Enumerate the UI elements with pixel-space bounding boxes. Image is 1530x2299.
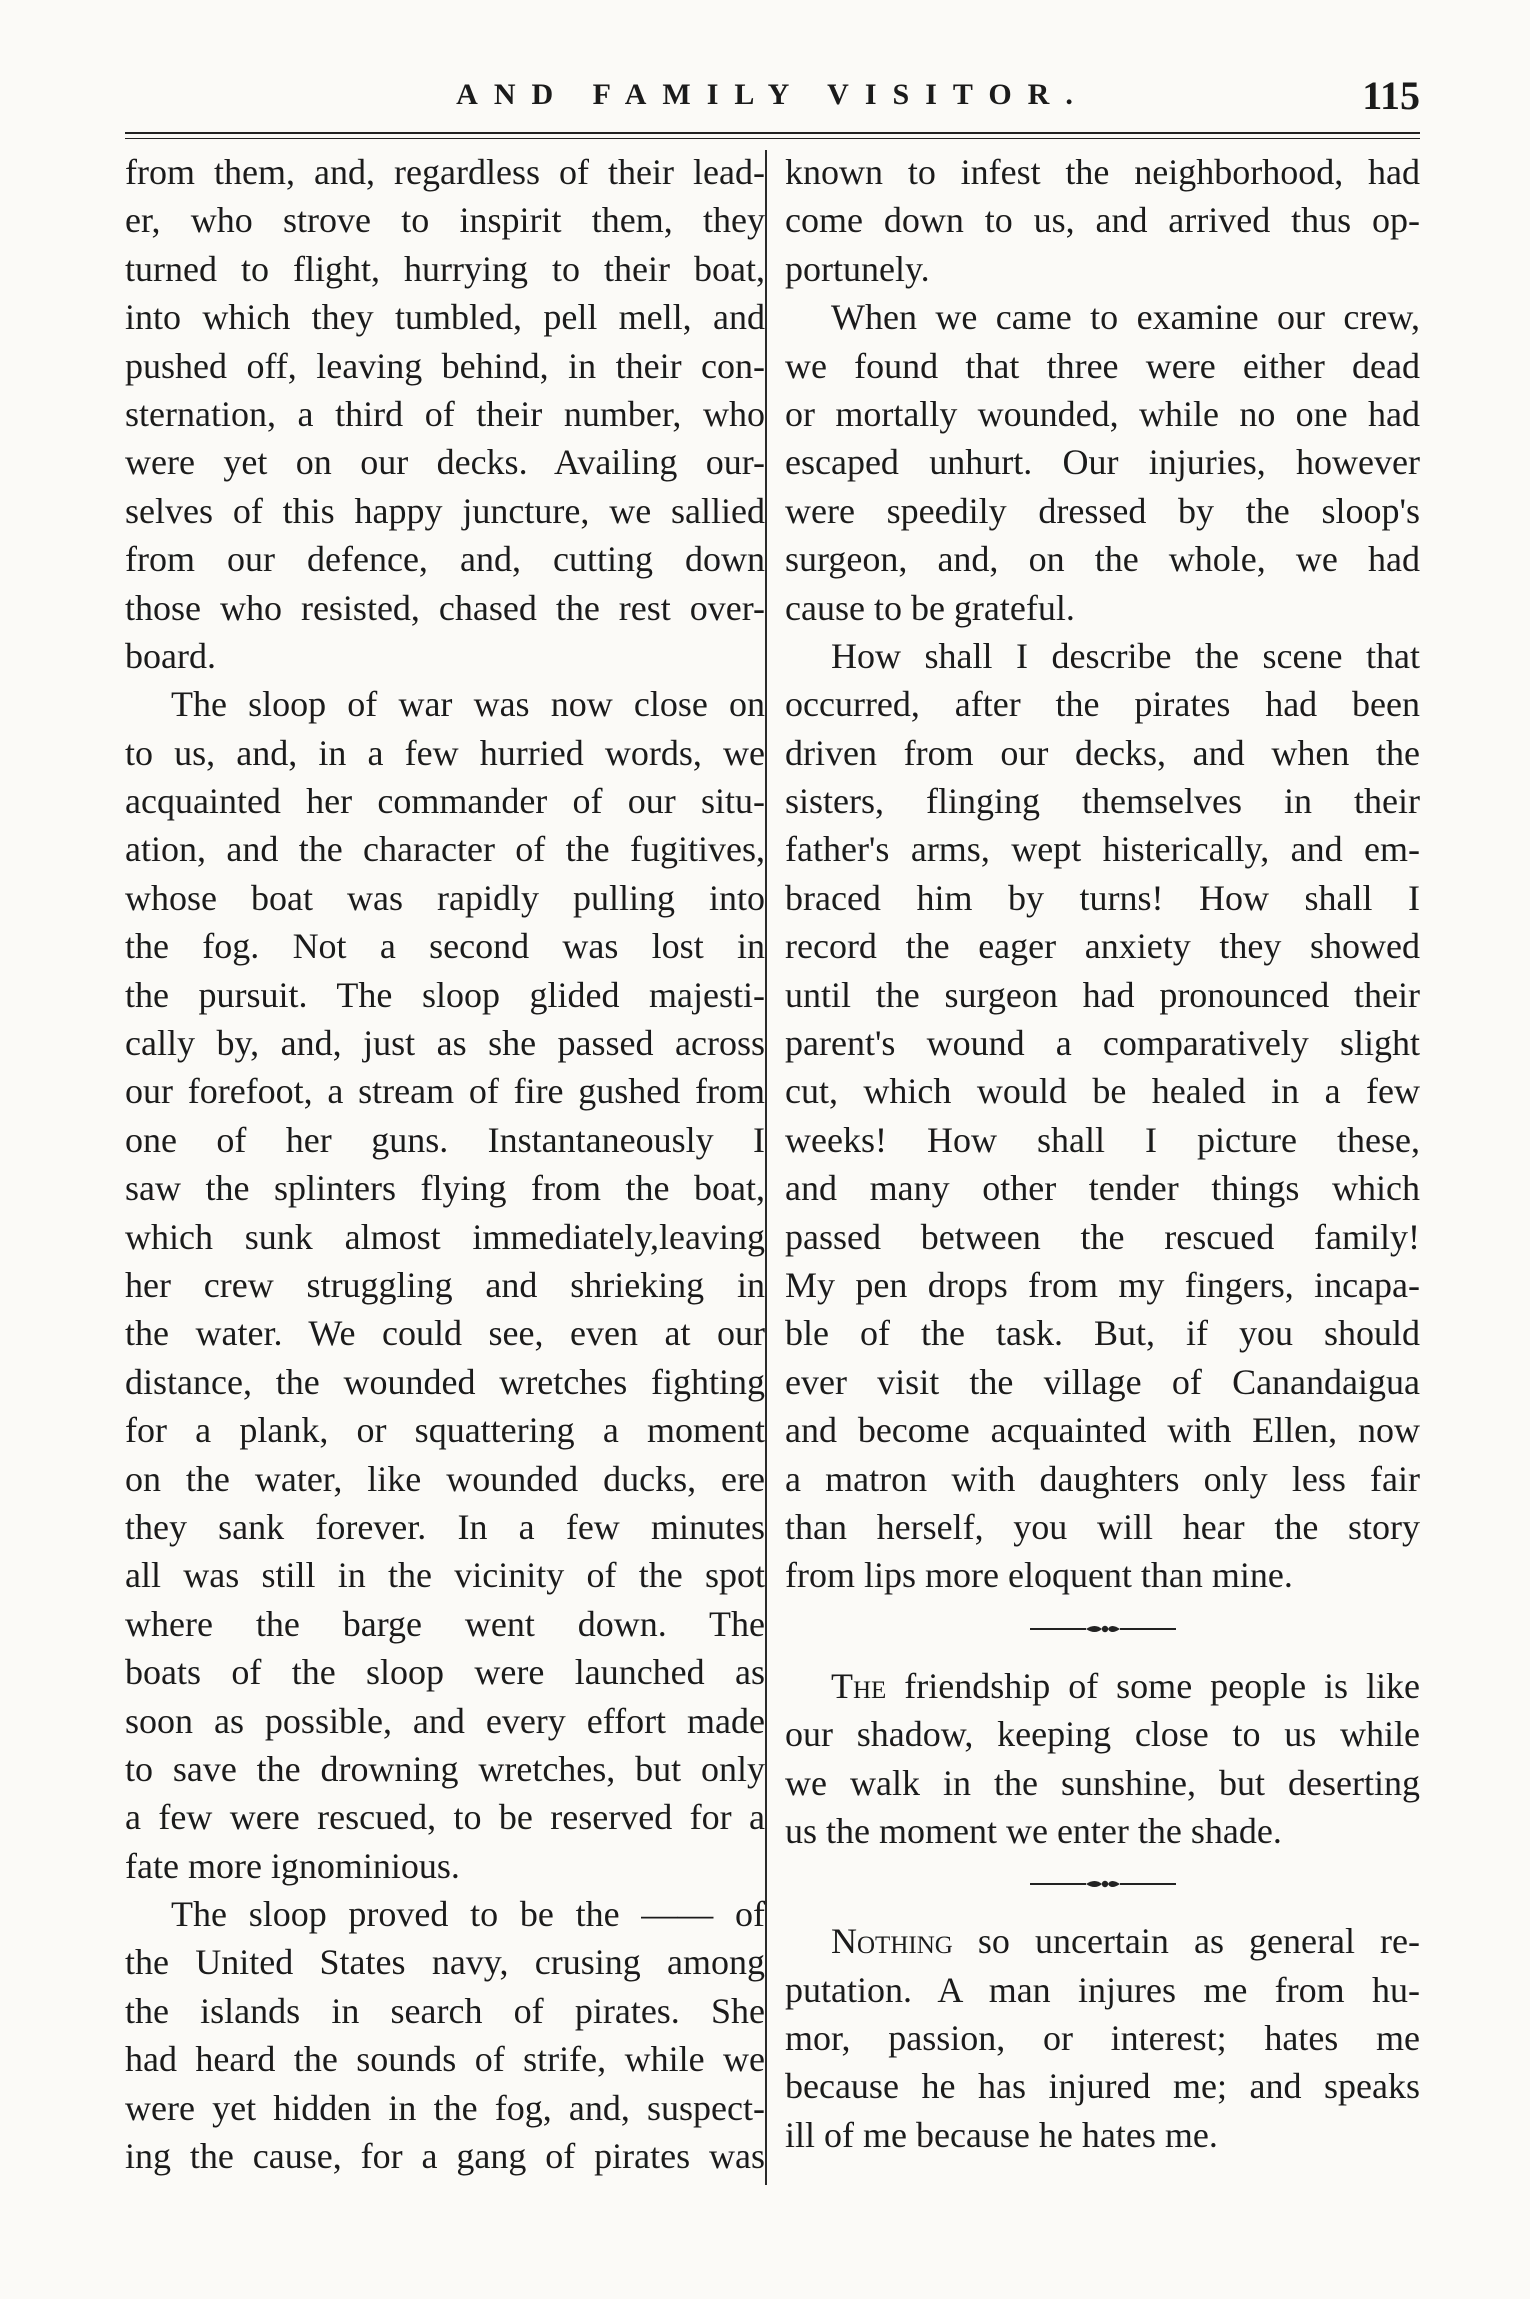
text-line: The friendship of some people is like xyxy=(831,1665,1420,1706)
text-line: than herself, you will hear the story xyxy=(785,1506,1420,1547)
text-line: until the surgeon had pronounced their xyxy=(785,974,1420,1015)
text-line: The sloop of war was now close on xyxy=(171,684,765,725)
text-line: the pursuit. The sloop glided majesti- xyxy=(125,974,765,1015)
text-line: we walk in the sunshine, but deserting xyxy=(785,1762,1420,1803)
header-rule xyxy=(125,132,1420,139)
text-line: us the moment we enter the shade. xyxy=(785,1810,1282,1851)
text-line: for a plank, or squattering a moment xyxy=(125,1410,765,1451)
text-line: were yet on our decks. Availing our- xyxy=(125,442,765,483)
text-line: from lips more eloquent than mine. xyxy=(785,1555,1293,1596)
text-line: the United States navy, crusing among xyxy=(125,1942,765,1983)
text-line: occurred, after the pirates had been xyxy=(785,684,1420,725)
right-column xyxy=(785,148,1420,2159)
text-line: because he has injured me; and speaks xyxy=(785,2066,1420,2107)
text-line: were speedily dressed by the sloop's xyxy=(785,490,1420,531)
text-line: on the water, like wounded ducks, ere xyxy=(125,1458,765,1499)
text-line: parent's wound a comparatively slight xyxy=(785,1023,1420,1064)
text-line: the islands in search of pirates. She xyxy=(125,1990,765,2031)
text-line: cause to be grateful. xyxy=(785,587,1075,628)
text-line: to save the drowning wretches, but only xyxy=(125,1748,765,1789)
text-line: or mortally wounded, while no one had xyxy=(785,393,1420,434)
column-divider xyxy=(765,150,767,2185)
text-line: er, who strove to inspirit them, they xyxy=(125,200,765,241)
text-line: ill of me because he hates me. xyxy=(785,2114,1218,2155)
text-line: The sloop proved to be the —— of xyxy=(171,1894,765,1935)
text-line: acquainted her commander of our situ- xyxy=(125,781,765,822)
text-line: her crew struggling and shrieking in xyxy=(125,1264,765,1305)
text-line: cally by, and, just as she passed across xyxy=(125,1023,765,1064)
text-line: father's arms, wept histerically, and em- xyxy=(785,829,1420,870)
text-line: whose boat was rapidly pulling into xyxy=(125,877,765,918)
text-line: How shall I describe the scene that xyxy=(831,635,1420,676)
text-line: known to infest the neighborhood, had xyxy=(785,152,1420,192)
text-line: escaped unhurt. Our injuries, however xyxy=(785,442,1420,483)
text-line: My pen drops from my fingers, incapa- xyxy=(785,1264,1420,1305)
text-line: those who resisted, chased the rest over- xyxy=(125,587,765,628)
text-line: sternation, a third of their number, who xyxy=(125,393,765,434)
text-line: we found that three were either dead xyxy=(785,345,1420,386)
text-line: where the barge went down. The xyxy=(125,1603,765,1644)
text-line: ation, and the character of the fugitives, xyxy=(125,829,765,870)
text-line: sisters, flinging themselves in their xyxy=(785,781,1420,822)
text-line: board. xyxy=(125,635,216,676)
section-ornament xyxy=(785,1855,1420,1917)
text-line: record the eager anxiety they showed xyxy=(785,926,1420,967)
text-line: a few were rescued, to be reserved for a xyxy=(125,1797,765,1838)
text-line: weeks! How shall I picture these, xyxy=(785,1119,1420,1160)
lead-word: Nothing xyxy=(831,1921,953,1962)
text-line: When we came to examine our crew, xyxy=(831,297,1420,338)
text-line: surgeon, and, on the whole, we had xyxy=(785,539,1420,580)
text-line: ever visit the village of Canandaigua xyxy=(785,1361,1420,1402)
text-line: which sunk almost immediately,leaving xyxy=(125,1216,765,1257)
text-line: the fog. Not a second was lost in xyxy=(125,926,765,967)
text-line: driven from our decks, and when the xyxy=(785,732,1420,773)
text-line: Nothing so uncertain as general re- xyxy=(831,1921,1420,1962)
text-line: turned to flight, hurrying to their boat, xyxy=(125,248,765,289)
text-line: and become acquainted with Ellen, now xyxy=(785,1410,1420,1451)
text-line: they sank forever. In a few minutes xyxy=(125,1506,765,1547)
text-line: selves of this happy juncture, we sallied xyxy=(125,490,765,531)
text-line: braced him by turns! How shall I xyxy=(785,877,1420,918)
text-line: boats of the sloop were launched as xyxy=(125,1652,765,1693)
text-line: all was still in the vicinity of the spot xyxy=(125,1555,765,1596)
text-line: pushed off, leaving behind, in their con- xyxy=(125,345,765,386)
text-line: fate more ignominious. xyxy=(125,1845,460,1886)
text-line: into which they tumbled, pell mell, and xyxy=(125,297,765,338)
text-line: one of her guns. Instantaneously I xyxy=(125,1119,765,1160)
text-line: our forefoot, a stream of fire gushed from xyxy=(125,1071,765,1112)
text-line: from our defence, and, cutting down xyxy=(125,539,765,580)
text-line: a matron with daughters only less fair xyxy=(785,1458,1420,1499)
text-line: ble of the task. But, if you should xyxy=(785,1313,1420,1354)
text-line: mor, passion, or interest; hates me xyxy=(785,2018,1420,2059)
text-line: passed between the rescued family! xyxy=(785,1216,1420,1257)
text-line: soon as possible, and every effort made xyxy=(125,1700,765,1741)
page-number: 115 xyxy=(1362,73,1420,118)
text-line: saw the splinters flying from the boat, xyxy=(125,1168,765,1209)
page-header xyxy=(125,70,1420,140)
text-line: had heard the sounds of strife, while we xyxy=(125,2039,765,2080)
text-line: portunely. xyxy=(785,248,930,289)
text-line: our shadow, keeping close to us while xyxy=(785,1714,1420,1755)
running-title: AND FAMILY VISITOR. xyxy=(456,78,1089,111)
text-line: the water. We could see, even at our xyxy=(125,1313,765,1354)
text-line: cut, which would be healed in a few xyxy=(785,1071,1420,1112)
text-line: distance, the wounded wretches fighting xyxy=(125,1361,765,1402)
text-line: ing the cause, for a gang of pirates was xyxy=(125,2136,765,2177)
text-line: were yet hidden in the fog, and, suspect- xyxy=(125,2087,765,2128)
text-line: come down to us, and arrived thus op- xyxy=(785,200,1420,241)
section-ornament xyxy=(785,1600,1420,1662)
text-line: from them, and, regardless of their lead- xyxy=(125,152,765,192)
text-line: putation. A man injures me from hu- xyxy=(785,1969,1420,2010)
left-column xyxy=(125,148,765,2180)
text-line: to us, and, in a few hurried words, we xyxy=(125,732,765,773)
text-line: and many other tender things which xyxy=(785,1168,1420,1209)
lead-word: The xyxy=(831,1665,887,1706)
